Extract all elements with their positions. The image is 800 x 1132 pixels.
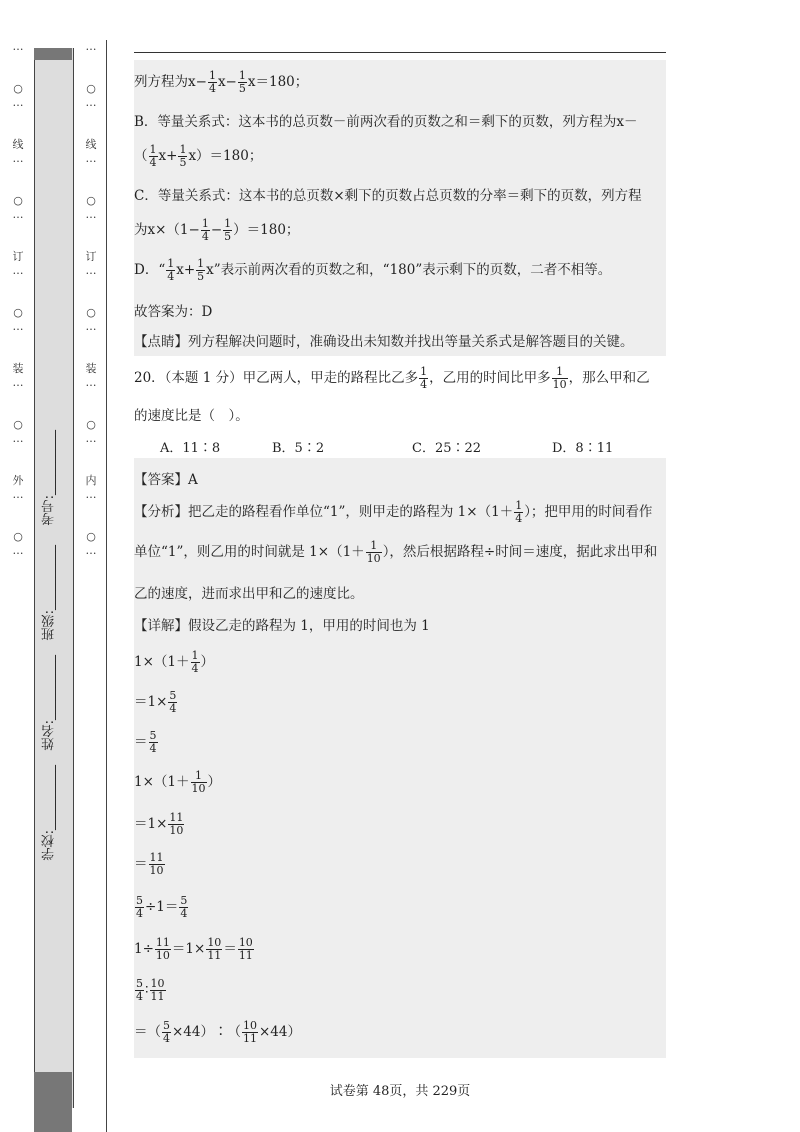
seal-dots: … [85,96,97,109]
seal-dots: … [85,152,97,165]
seal-dots: … [85,544,97,557]
step-line: $\frac{5}{4}$ ÷1＝ $\frac{5}{4}$ [136,894,188,920]
seal-circle: ○ [13,82,23,95]
seal-dots: … [85,208,97,221]
text-line: 为x×（1− $\frac{1}{4}$ − $\frac{1}{5}$ ）＝180； [134,217,300,243]
seal-dots: … [12,544,24,557]
step-line: ＝ $\frac{11}{10}$ [134,851,164,877]
text-line: （ $\frac{1}{4}$ x+ $\frac{1}{5}$ x）＝180； [134,143,263,169]
seal-circle: ○ [86,82,96,95]
answer-line: 【答案】A [134,472,198,488]
option-a[interactable]: A．11∶8 [160,441,221,456]
school-label: 学校:__________ [42,765,57,861]
seal-dots: … [12,208,24,221]
binding-line [106,40,107,1132]
seal-char: 订 [12,250,24,263]
binding-margin [0,0,110,1132]
seal-circle: ○ [86,418,96,431]
seal-circle: ○ [86,530,96,543]
step-line: ＝（ $\frac{5}{4}$ ×44）∶（ $\frac{10}{11}$ ×44） [134,1019,301,1045]
option-b[interactable]: B．5∶2 [272,441,325,456]
class-label: 班级:__________ [42,545,57,641]
seal-char: 装 [12,362,24,375]
step-line: ＝ $\frac{5}{4}$ [134,729,157,755]
analysis-line: 乙的速度，进而求出甲和乙的速度比。 [134,586,364,602]
text-line: 列方程为x− $\frac{1}{4}$ x− $\frac{1}{5}$ x＝180； [134,69,309,95]
seal-dots: … [85,488,97,501]
remark-line: 【点睛】列方程解决问题时，准确设出未知数并找出等量关系式是解答题目的关键。 [134,334,634,350]
seal-char: 装 [85,362,97,375]
seal-circle: ○ [13,530,23,543]
seal-dots: … [12,376,24,389]
question-20: 20．（本题 1 分）甲乙两人，甲走的路程比乙多 $\frac{1}{4}$ ，乙用的时间比甲多 $\frac{1}{10}$ ，那么甲和乙 [134,365,650,391]
seal-dots: … [85,264,97,277]
seal-dots: … [12,432,24,445]
seal-dots: … [12,152,24,165]
seal-dots: … [85,376,97,389]
seal-dots: … [12,488,24,501]
seal-char: 外 [12,474,24,487]
outer-seal-marks [12,40,24,586]
analysis-line: 单位“1”，则乙用的时间就是 1×（1＋ $\frac{1}{10}$ ），然后根据路程÷时间＝速度，据此求出甲和 [134,539,658,565]
seal-dots: … [85,40,97,53]
seal-dots: … [12,264,24,277]
text-line: 故答案为：D [134,304,213,320]
question-20-cont: 的速度比是（ ）。 [134,408,249,424]
option-c[interactable]: C．25∶22 [412,441,482,456]
page-footer: 试卷第 48页，共 229页 [329,1084,471,1099]
seal-circle: ○ [13,418,23,431]
step-line: 1÷ $\frac{11}{10}$ ＝1× $\frac{10}{11}$ ＝ $\frac{10}{11}$ [134,936,253,962]
seal-char: 线 [12,138,24,151]
step-line: $\frac{5}{4}$ ∶ $\frac{10}{11}$ [136,977,165,1003]
header-rule [134,52,666,53]
step-line: ＝1× $\frac{5}{4}$ [134,689,177,715]
name-label: 姓名:__________ [42,655,57,751]
seal-circle: ○ [86,194,96,207]
seal-dots: … [12,96,24,109]
step-line: 1×（1＋ $\frac{1}{10}$ ） [134,769,221,795]
detail-line: 【详解】假设乙走的路程为 1，甲用的时间也为 1 [134,618,430,634]
strip-top-bar [34,48,72,60]
seal-char: 订 [85,250,97,263]
text-line: C．等量关系式：这本书的总页数×剩下的页数占总页数的分率＝剩下的页数，列方程 [134,188,642,204]
seal-circle: ○ [13,306,23,319]
exam-no-label: 考号:__________ [42,430,57,526]
text-line: B．等量关系式：这本书的总页数－前两次看的页数之和＝剩下的页数，列方程为x－ [134,114,638,130]
seal-char: 内 [85,474,97,487]
seal-dots: … [85,320,97,333]
step-line: ＝1× $\frac{11}{10}$ [134,811,184,837]
seal-char: 线 [85,138,97,151]
option-d[interactable]: D．8∶11 [552,441,614,456]
seal-dots: … [85,432,97,445]
inner-seal-marks [85,40,97,586]
step-line: 1×（1＋ $\frac{1}{4}$ ） [134,649,214,675]
seal-circle: ○ [13,194,23,207]
seal-circle: ○ [86,306,96,319]
seal-dots: … [12,320,24,333]
seal-dots: … [12,40,24,53]
text-line: D．“ $\frac{1}{4}$ x+ $\frac{1}{5}$ x”表示前两次看的页数之和，“180”表示剩下的页数，二者不相等。 [134,257,612,283]
analysis-line: 【分析】把乙走的路程看作单位“1”，则甲走的路程为 1×（1＋ $\frac{1}{4}$ ）；把甲用的时间看作 [134,499,653,525]
